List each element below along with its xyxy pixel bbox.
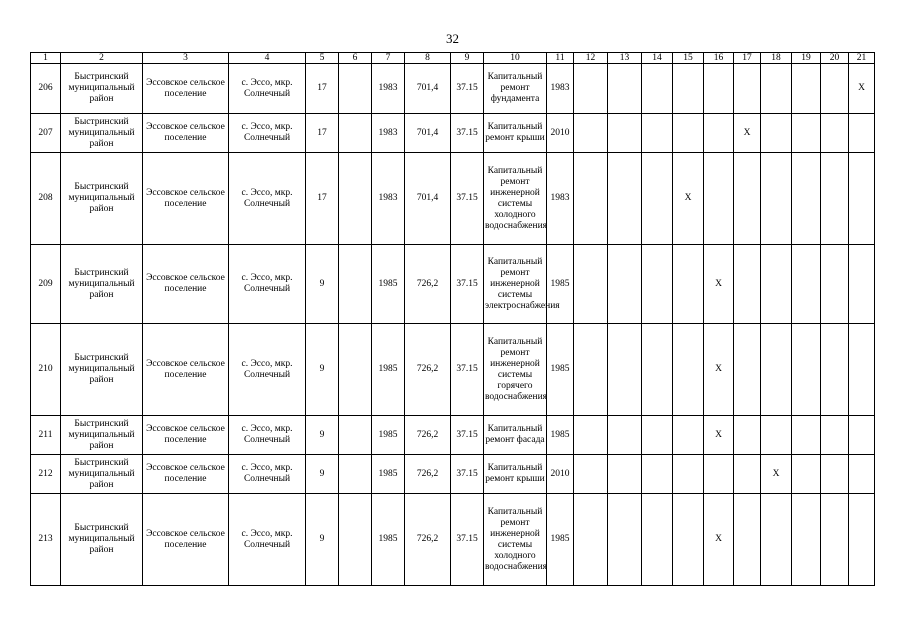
col9-cell: 37.15 (451, 153, 484, 245)
empty-cell (608, 324, 642, 416)
col9-cell: 37.15 (451, 64, 484, 114)
empty-cell (704, 455, 734, 494)
district-cell: Быстринский муниципальный район (61, 416, 143, 455)
col6-cell (339, 114, 372, 153)
empty-cell (734, 416, 761, 455)
empty-cell (673, 114, 704, 153)
column-header: 13 (608, 53, 642, 64)
col5-cell: 17 (306, 64, 339, 114)
empty-cell (849, 455, 875, 494)
empty-cell (761, 245, 792, 324)
col9-cell: 37.15 (451, 416, 484, 455)
empty-cell (821, 153, 849, 245)
empty-cell (574, 64, 608, 114)
year-built-cell: 1985 (372, 324, 405, 416)
page-number: 32 (446, 31, 459, 46)
year-cell: 1983 (547, 153, 574, 245)
mark-x: X (704, 245, 734, 324)
empty-cell (574, 455, 608, 494)
col9-cell: 37.15 (451, 494, 484, 586)
empty-cell (734, 455, 761, 494)
col5-cell: 17 (306, 114, 339, 153)
work-type-cell: Капитальный ремонт инженерной системы электроснабжения (484, 245, 547, 324)
table-row (31, 114, 875, 153)
empty-cell (574, 114, 608, 153)
column-header: 9 (451, 53, 484, 64)
empty-cell (821, 64, 849, 114)
row-number: 207 (31, 114, 61, 153)
col5-cell: 9 (306, 416, 339, 455)
empty-cell (642, 245, 673, 324)
year-built-cell: 1983 (372, 114, 405, 153)
address-cell: с. Эссо, мкр. Солнечный (229, 324, 306, 416)
empty-cell (642, 324, 673, 416)
col5-cell: 9 (306, 494, 339, 586)
empty-cell (761, 114, 792, 153)
empty-cell (761, 64, 792, 114)
mark-x: X (704, 494, 734, 586)
table-row (31, 494, 875, 586)
empty-cell (849, 114, 875, 153)
empty-cell (673, 245, 704, 324)
col6-cell (339, 416, 372, 455)
column-header: 6 (339, 53, 372, 64)
work-type-cell: Капитальный ремонт крыши (484, 455, 547, 494)
address-cell: с. Эссо, мкр. Солнечный (229, 245, 306, 324)
empty-cell (608, 153, 642, 245)
settlement-cell: Эссовское сельское поселение (143, 416, 229, 455)
empty-cell (642, 64, 673, 114)
area-cell: 726,2 (405, 494, 451, 586)
empty-cell (821, 455, 849, 494)
column-header: 18 (761, 53, 792, 64)
settlement-cell: Эссовское сельское поселение (143, 64, 229, 114)
empty-cell (849, 153, 875, 245)
work-type-cell: Капитальный ремонт крыши (484, 114, 547, 153)
column-header: 10 (484, 53, 547, 64)
column-header: 15 (673, 53, 704, 64)
table-row (31, 416, 875, 455)
row-number: 209 (31, 245, 61, 324)
area-cell: 701,4 (405, 153, 451, 245)
district-cell: Быстринский муниципальный район (61, 455, 143, 494)
column-header: 1 (31, 53, 61, 64)
empty-cell (821, 245, 849, 324)
table-row (31, 153, 875, 245)
empty-cell (761, 153, 792, 245)
year-built-cell: 1985 (372, 494, 405, 586)
year-cell: 1983 (547, 64, 574, 114)
district-cell: Быстринский муниципальный район (61, 153, 143, 245)
empty-cell (608, 455, 642, 494)
col9-cell: 37.15 (451, 114, 484, 153)
empty-cell (734, 324, 761, 416)
address-cell: с. Эссо, мкр. Солнечный (229, 416, 306, 455)
empty-cell (673, 455, 704, 494)
year-built-cell: 1985 (372, 245, 405, 324)
empty-cell (673, 416, 704, 455)
column-header: 16 (704, 53, 734, 64)
settlement-cell: Эссовское сельское поселение (143, 245, 229, 324)
empty-cell (608, 114, 642, 153)
empty-cell (792, 494, 821, 586)
district-cell: Быстринский муниципальный район (61, 494, 143, 586)
settlement-cell: Эссовское сельское поселение (143, 153, 229, 245)
year-built-cell: 1985 (372, 416, 405, 455)
column-number-row (31, 53, 875, 64)
mark-x: X (734, 114, 761, 153)
row-number: 210 (31, 324, 61, 416)
mark-x: X (704, 324, 734, 416)
empty-cell (704, 64, 734, 114)
col6-cell (339, 245, 372, 324)
mark-x: X (761, 455, 792, 494)
empty-cell (734, 245, 761, 324)
empty-cell (574, 324, 608, 416)
table-row (31, 324, 875, 416)
address-cell: с. Эссо, мкр. Солнечный (229, 64, 306, 114)
column-header: 21 (849, 53, 875, 64)
year-cell: 1985 (547, 416, 574, 455)
col9-cell: 37.15 (451, 245, 484, 324)
district-cell: Быстринский муниципальный район (61, 64, 143, 114)
address-cell: с. Эссо, мкр. Солнечный (229, 114, 306, 153)
empty-cell (792, 64, 821, 114)
mark-x: X (849, 64, 875, 114)
address-cell: с. Эссо, мкр. Солнечный (229, 153, 306, 245)
empty-cell (849, 416, 875, 455)
work-type-cell: Капитальный ремонт фасада (484, 416, 547, 455)
area-cell: 701,4 (405, 114, 451, 153)
year-cell: 1985 (547, 494, 574, 586)
empty-cell (734, 64, 761, 114)
empty-cell (642, 114, 673, 153)
col6-cell (339, 153, 372, 245)
empty-cell (792, 245, 821, 324)
empty-cell (642, 416, 673, 455)
area-cell: 701,4 (405, 64, 451, 114)
work-type-cell: Капитальный ремонт фундамента (484, 64, 547, 114)
row-number: 211 (31, 416, 61, 455)
empty-cell (704, 114, 734, 153)
empty-cell (608, 245, 642, 324)
empty-cell (642, 494, 673, 586)
empty-cell (574, 153, 608, 245)
year-cell: 2010 (547, 114, 574, 153)
year-cell: 1985 (547, 245, 574, 324)
address-cell: с. Эссо, мкр. Солнечный (229, 455, 306, 494)
empty-cell (821, 324, 849, 416)
mark-x: X (704, 416, 734, 455)
column-header: 2 (61, 53, 143, 64)
empty-cell (761, 324, 792, 416)
empty-cell (821, 494, 849, 586)
empty-cell (608, 416, 642, 455)
empty-cell (849, 494, 875, 586)
empty-cell (761, 416, 792, 455)
district-cell: Быстринский муниципальный район (61, 114, 143, 153)
table-row (31, 245, 875, 324)
col6-cell (339, 324, 372, 416)
area-cell: 726,2 (405, 324, 451, 416)
district-cell: Быстринский муниципальный район (61, 245, 143, 324)
repair-schedule-table (30, 52, 875, 586)
col5-cell: 9 (306, 455, 339, 494)
row-number: 212 (31, 455, 61, 494)
empty-cell (734, 494, 761, 586)
empty-cell (792, 114, 821, 153)
column-header: 12 (574, 53, 608, 64)
column-header: 19 (792, 53, 821, 64)
column-header: 11 (547, 53, 574, 64)
empty-cell (574, 416, 608, 455)
row-number: 206 (31, 64, 61, 114)
col5-cell: 17 (306, 153, 339, 245)
work-type-cell: Капитальный ремонт инженерной системы холодного водоснабжения (484, 494, 547, 586)
settlement-cell: Эссовское сельское поселение (143, 494, 229, 586)
empty-cell (574, 494, 608, 586)
empty-cell (608, 64, 642, 114)
empty-cell (574, 245, 608, 324)
year-built-cell: 1985 (372, 455, 405, 494)
empty-cell (849, 324, 875, 416)
empty-cell (734, 153, 761, 245)
year-built-cell: 1983 (372, 64, 405, 114)
settlement-cell: Эссовское сельское поселение (143, 455, 229, 494)
empty-cell (792, 324, 821, 416)
empty-cell (821, 416, 849, 455)
settlement-cell: Эссовское сельское поселение (143, 114, 229, 153)
row-number: 208 (31, 153, 61, 245)
year-cell: 1985 (547, 324, 574, 416)
col9-cell: 37.15 (451, 455, 484, 494)
work-type-cell: Капитальный ремонт инженерной системы холодного водоснабжения (484, 153, 547, 245)
empty-cell (792, 153, 821, 245)
area-cell: 726,2 (405, 416, 451, 455)
col5-cell: 9 (306, 245, 339, 324)
table-row (31, 64, 875, 114)
empty-cell (821, 114, 849, 153)
address-cell: с. Эссо, мкр. Солнечный (229, 494, 306, 586)
empty-cell (761, 494, 792, 586)
table-row (31, 455, 875, 494)
year-cell: 2010 (547, 455, 574, 494)
column-header: 17 (734, 53, 761, 64)
column-header: 7 (372, 53, 405, 64)
empty-cell (608, 494, 642, 586)
empty-cell (642, 153, 673, 245)
area-cell: 726,2 (405, 245, 451, 324)
settlement-cell: Эссовское сельское поселение (143, 324, 229, 416)
column-header: 14 (642, 53, 673, 64)
column-header: 3 (143, 53, 229, 64)
mark-x: X (673, 153, 704, 245)
district-cell: Быстринский муниципальный район (61, 324, 143, 416)
col5-cell: 9 (306, 324, 339, 416)
column-header: 20 (821, 53, 849, 64)
year-built-cell: 1983 (372, 153, 405, 245)
empty-cell (673, 494, 704, 586)
empty-cell (849, 245, 875, 324)
col6-cell (339, 494, 372, 586)
column-header: 5 (306, 53, 339, 64)
column-header: 8 (405, 53, 451, 64)
empty-cell (792, 455, 821, 494)
work-type-cell: Капитальный ремонт инженерной системы горячего водоснабжения (484, 324, 547, 416)
empty-cell (642, 455, 673, 494)
col6-cell (339, 455, 372, 494)
col9-cell: 37.15 (451, 324, 484, 416)
column-header: 4 (229, 53, 306, 64)
col6-cell (339, 64, 372, 114)
empty-cell (673, 64, 704, 114)
row-number: 213 (31, 494, 61, 586)
empty-cell (792, 416, 821, 455)
area-cell: 726,2 (405, 455, 451, 494)
empty-cell (704, 153, 734, 245)
empty-cell (673, 324, 704, 416)
